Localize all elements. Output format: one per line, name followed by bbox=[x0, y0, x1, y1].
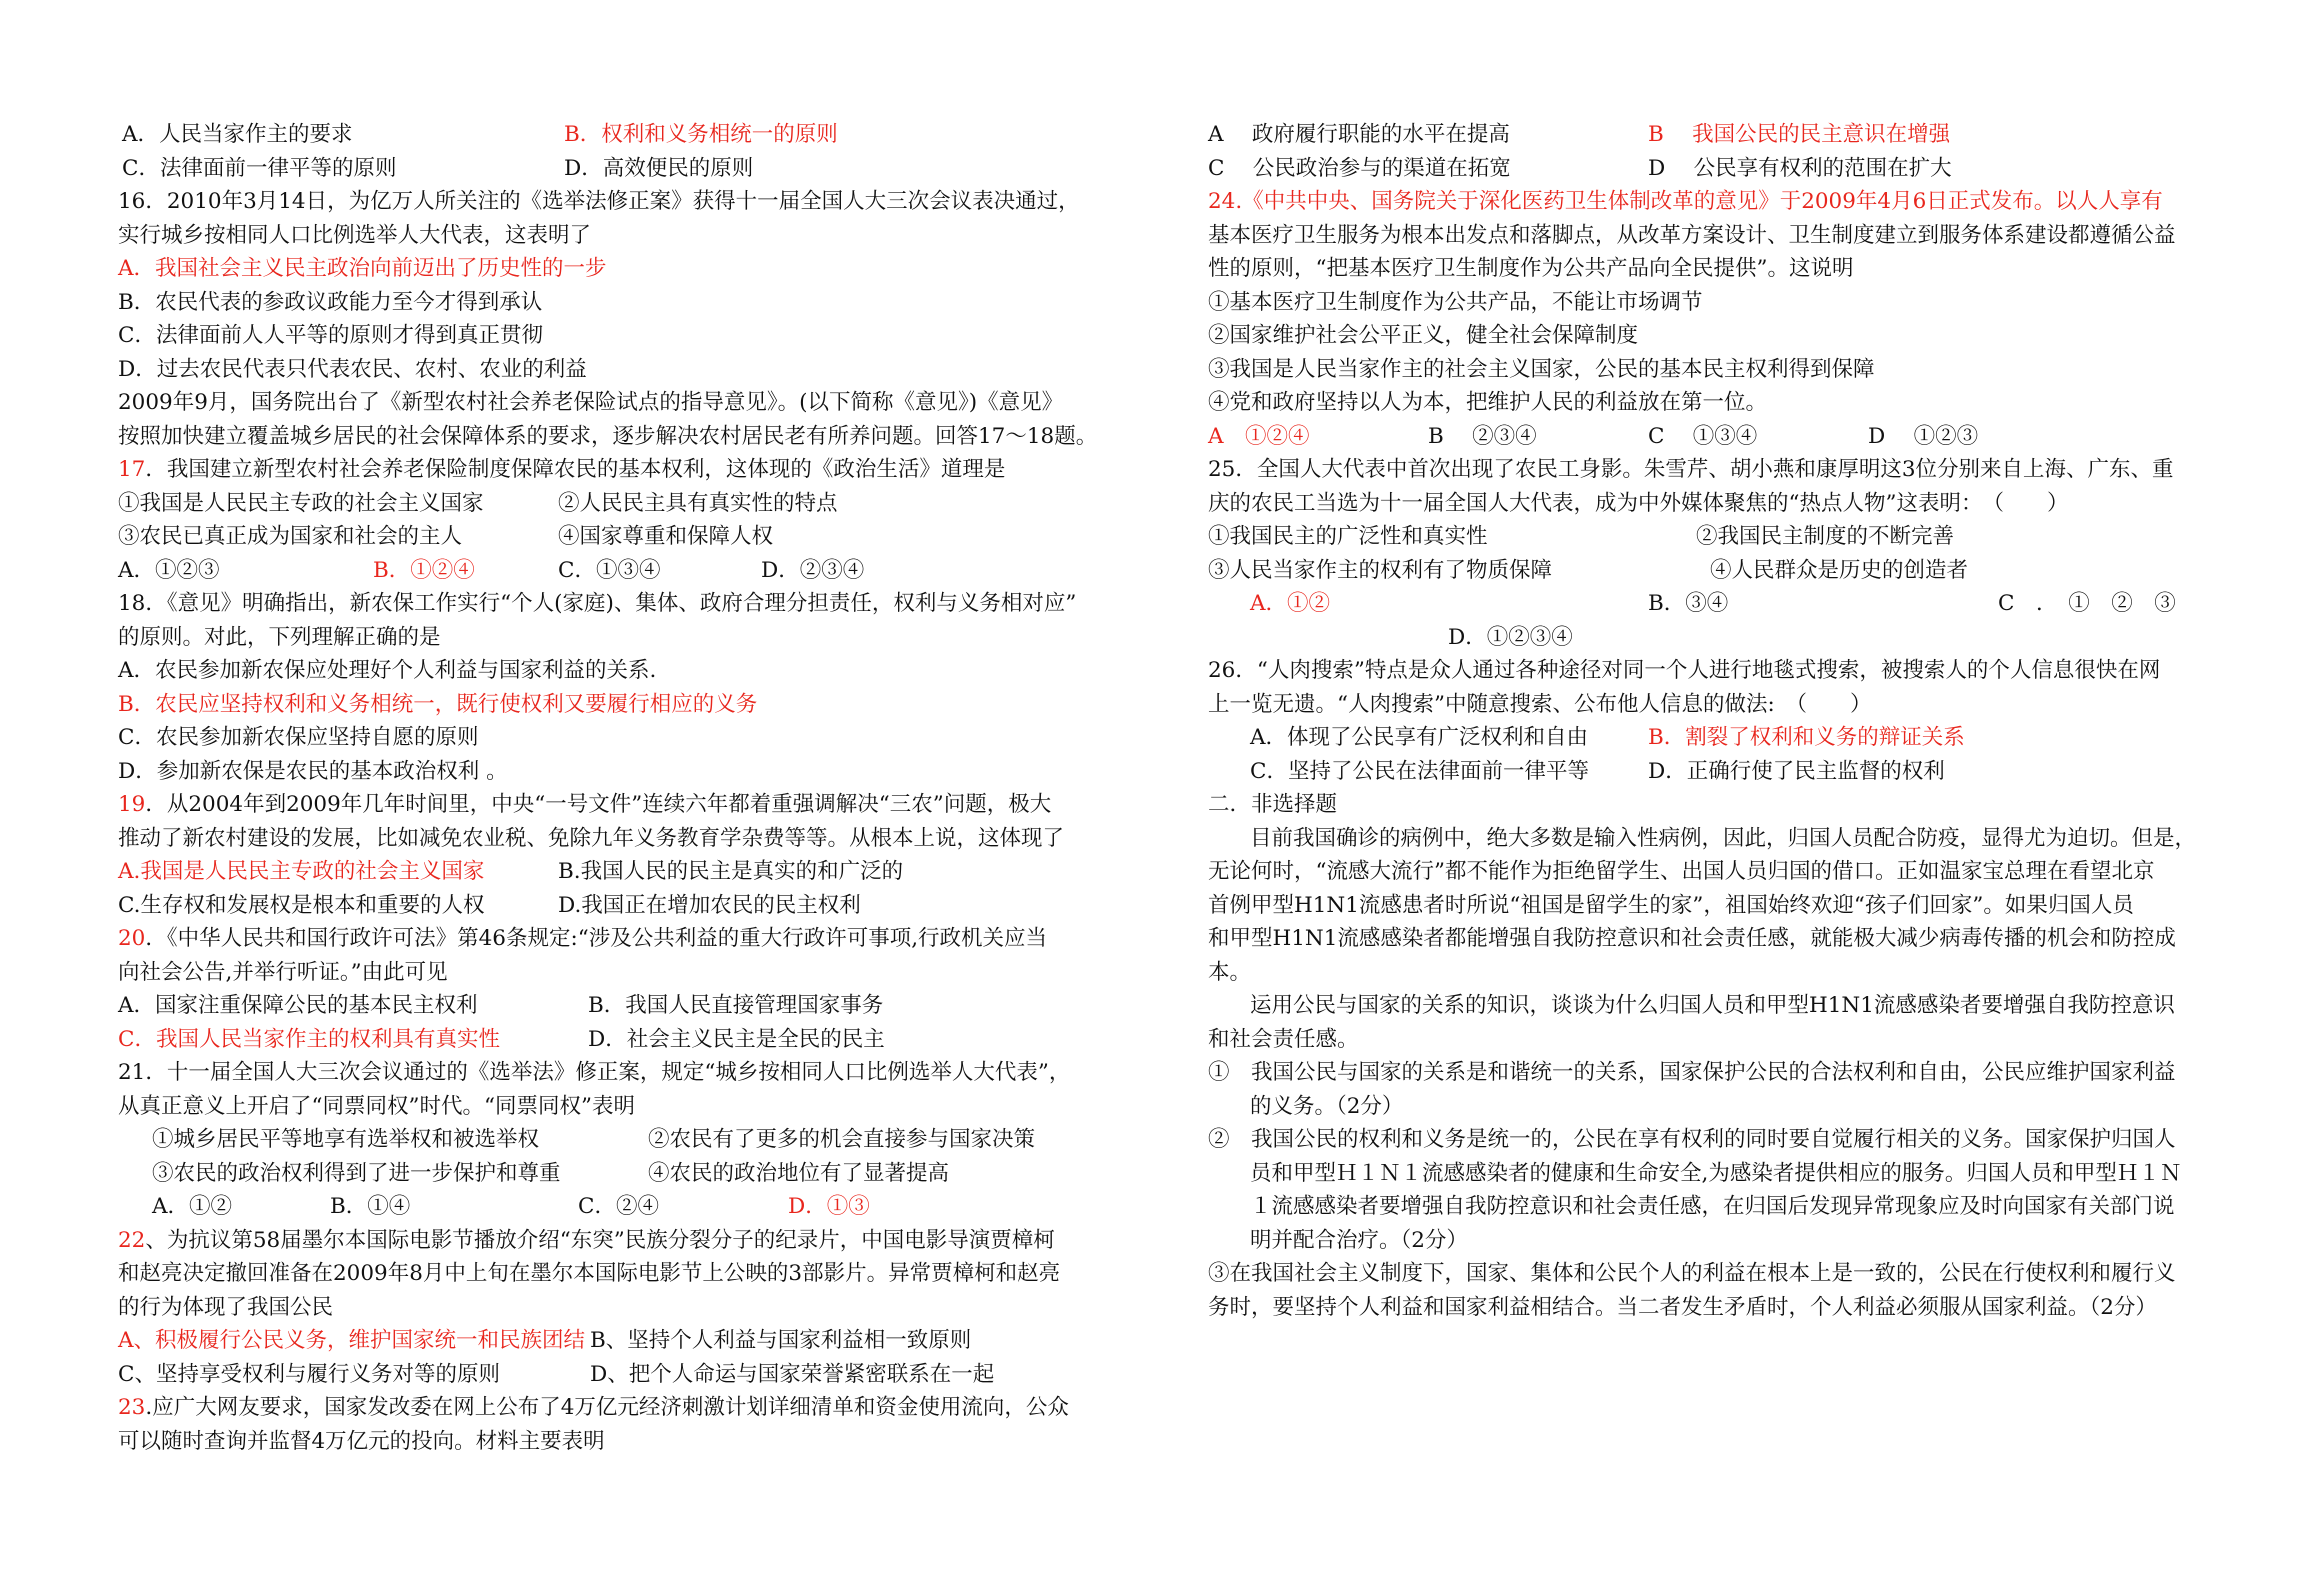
section2-title: 二．非选择题 bbox=[1208, 792, 1338, 817]
q17-option-a: A．①②③ bbox=[118, 557, 220, 583]
q15-option-c: C．法律面前一律平等的原则 bbox=[122, 155, 397, 181]
q21-item-2: ②农民有了更多的机会直接参与国家决策 bbox=[648, 1127, 1036, 1152]
q17-item-2: ②人民民主具有真实性的特点 bbox=[558, 490, 838, 516]
q24-option-c: C ①③④ bbox=[1648, 423, 1758, 449]
q19-number: 19 bbox=[118, 792, 146, 817]
answer2-line4: 明并配合治疗。（2分） bbox=[1250, 1227, 1468, 1253]
q17-stem bbox=[118, 453, 1118, 487]
q16-option-a-answer: A．我国社会主义民主政治向前迈出了历史性的一步 bbox=[118, 256, 607, 281]
q17-option-b-answer: B．①②④ bbox=[373, 557, 475, 583]
q17-item-3: ③农民已真正成为国家和社会的主人 bbox=[118, 524, 463, 549]
section2-material-line1: 目前我国确诊的病例中，绝大多数是输入性病例，因此，归国人员配合防疫，显得尤为迫切。但是， bbox=[1250, 825, 2197, 851]
q17-item-1: ①我国是人民民主专政的社会主义国家 bbox=[118, 490, 484, 516]
q21-stem-line1: 21．十一届全国人大三次会议通过的《选举法》修正案，规定“城乡按相同人口比例选举人大代表”， bbox=[118, 1060, 1071, 1085]
answer1-line1: ① 我国公民与国家的关系是和谐统一的关系，国家保护公民的合法权利和自由，公民应维护国家利益 bbox=[1208, 1060, 2176, 1085]
q26-stem-line1: 26．“人肉搜索”特点是众人通过各种途径对同一个人进行地毯式搜索，被搜索人的个人信息很快在网 bbox=[1208, 658, 2161, 683]
q19-option-d: D.我国正在增加农民的民主权利 bbox=[558, 892, 861, 918]
q19-stem-text: ．从2004年到2009年几年时间里，中央“一号文件”连续六年都着重强调解决“三农”问题，极大 bbox=[145, 792, 1052, 817]
q21-item-1: ①城乡居民平等地享有选举权和被选举权 bbox=[152, 1127, 540, 1152]
q15-options-row2 bbox=[118, 152, 1118, 186]
q18-option-a: A．农民参加新农保应处理好个人利益与国家利益的关系. bbox=[118, 658, 657, 683]
q22-option-a-answer: A、积极履行公民义务，维护国家统一和民族团结 bbox=[118, 1328, 586, 1353]
q20-option-d: D．社会主义民主是全民的民主 bbox=[588, 1026, 885, 1052]
answer2-line3: １流感感染者要增强自我防控意识和社会责任感，在归国后发现异常现象应及时向国家有关部门说 bbox=[1250, 1194, 2175, 1219]
q25-stem-line2: 庆的农民工当选为十一届全国人大代表，成为中外媒体聚焦的“热点人物”这表明： （ ） bbox=[1208, 490, 2069, 516]
q16-option-c: C．法律面前人人平等的原则才得到真正贯彻 bbox=[118, 323, 543, 348]
q25-option-c: C ． ① ② ③ bbox=[1998, 591, 2176, 616]
section2-question-line2: 和社会责任感。 bbox=[1208, 1026, 1359, 1052]
section2-material-line2: 无论何时，“流感大流行”都不能作为拒绝留学生、出国人员归国的借口。正如温家宝总理在看望北京 bbox=[1208, 859, 2155, 884]
q25-item-3: ③人民当家作主的权利有了物质保障 bbox=[1208, 557, 1553, 583]
q26-option-b-answer: B．割裂了权利和义务的辩证关系 bbox=[1648, 725, 1965, 750]
q23-stem-text: .应广大网友要求，国家发改委在网上公布了4万亿元经济刺激计划详细清单和资金使用流向，公众 bbox=[145, 1395, 1069, 1420]
q24-option-b: B ②③④ bbox=[1428, 423, 1537, 449]
q22-stem-text: 、为抗议第58届墨尔本国际电影节播放介绍“东突”民族分裂分子的纪录片，中国电影导演贾樟柯 bbox=[145, 1227, 1055, 1253]
q23-stem-line1 bbox=[118, 1391, 1118, 1425]
q23-stem-line2: 可以随时查询并监督4万亿元的投向。材料主要表明 bbox=[118, 1428, 605, 1454]
q16-option-b: B．农民代表的参政议政能力至今才得到承认 bbox=[118, 289, 543, 315]
q24-option-d: D ①②③ bbox=[1868, 423, 1979, 449]
q24-item-4: ④党和政府坚持以人为本，把维护人民的利益放在第一位。 bbox=[1208, 390, 1768, 415]
q19-stem-line1 bbox=[118, 788, 1118, 822]
q21-item-4: ④农民的政治地位有了显著提高 bbox=[648, 1160, 950, 1186]
q16-stem-line1: 16．2010年3月14日，为亿万人所关注的《选举法修正案》获得十一届全国人大三次会议表决通过， bbox=[118, 189, 1080, 214]
q17-option-d: D．②③④ bbox=[761, 557, 865, 583]
q18-option-c: C．农民参加新农保应坚持自愿的原则 bbox=[118, 725, 479, 750]
q23-option-d: D 公民享有权利的范围在扩大 bbox=[1648, 155, 1952, 181]
q19-option-c: C.生存权和发展权是根本和重要的人权 bbox=[118, 892, 485, 918]
q24-stem-text: 24.《中共中央、国务院关于深化医药卫生体制改革的意见》于2009年4月6日正式发布。以人人享有 bbox=[1208, 189, 2163, 214]
q20-number: 20 bbox=[118, 926, 146, 951]
q21-option-d-answer: D．①③ bbox=[788, 1194, 870, 1219]
left-column bbox=[118, 118, 1118, 1458]
q18-option-d: D．参加新农保是农民的基本政治权利 。 bbox=[118, 758, 508, 784]
q23-option-c: C 公民政治参与的渠道在拓宽 bbox=[1208, 155, 1511, 181]
q22-number: 22 bbox=[118, 1227, 146, 1253]
q23-number: 23 bbox=[118, 1395, 146, 1420]
answer3-line2: 务时，要坚持个人利益和国家利益相结合。当二者发生矛盾时，个人利益必须服从国家利益。（2分） bbox=[1208, 1294, 2157, 1320]
q25-option-d: D．①②③④ bbox=[1448, 624, 1573, 650]
q20-option-a: A．国家注重保障公民的基本民主权利 bbox=[118, 993, 478, 1018]
q20-stem-line2: 向社会公告,并举行听证。”由此可见 bbox=[118, 959, 448, 985]
q26-option-d: D．正确行使了民主监督的权利 bbox=[1648, 758, 1945, 784]
q21-option-a: A．①② bbox=[152, 1194, 233, 1219]
q19-stem-line2: 推动了新农村建设的发展，比如减免农业税、免除九年义务教育学杂费等等。从根本上说，这体现了 bbox=[118, 825, 1065, 851]
q24-stem-line1 bbox=[1208, 185, 2163, 219]
q26-stem-line2: 上一览无遗。“人肉搜索”中随意搜索、公布他人信息的做法: （ ） bbox=[1208, 691, 1872, 717]
material-line2: 按照加快建立覆盖城乡居民的社会保障体系的要求，逐步解决农村居民老有所养问题。回答17～18题。 bbox=[118, 423, 1098, 449]
q15-option-a: A．人民当家作主的要求 bbox=[122, 122, 353, 147]
q15-option-b-answer: B．权利和义务相统一的原则 bbox=[564, 122, 838, 147]
q23-option-b-answer: B 我国公民的民主意识在增强 bbox=[1648, 122, 1951, 147]
q25-item-4: ④人民群众是历史的创造者 bbox=[1710, 557, 1969, 583]
q19-option-b: B.我国人民的民主是真实的和广泛的 bbox=[558, 859, 904, 884]
section2-material-line5: 本。 bbox=[1208, 959, 1252, 985]
q17-stem-text: ．我国建立新型农村社会养老保险制度保障农民的基本权利，这体现的《政治生活》道理是 bbox=[145, 457, 1006, 482]
q18-stem-line1: 18．《意见》明确指出，新农保工作实行“个人(家庭)、集体、政府合理分担责任，权利与义务相对应” bbox=[118, 591, 1077, 616]
q25-option-a-answer: A．①② bbox=[1250, 591, 1331, 616]
section2-material-line4: 和甲型H1N1流感感染者都能增强自我防控意识和社会责任感，就能极大减少病毒传播的机会和防控成 bbox=[1208, 926, 2176, 951]
q23-option-a: A 政府履行职能的水平在提高 bbox=[1208, 122, 1510, 147]
q16-stem-line2: 实行城乡按相同人口比例选举人大代表，这表明了 bbox=[118, 222, 592, 248]
q25-item-2: ②我国民主制度的不断完善 bbox=[1696, 524, 1955, 549]
q17-option-c: C．①③④ bbox=[558, 557, 661, 583]
section2-question-line1: 运用公民与国家的关系的知识，谈谈为什么归国人员和甲型H1N1流感感染者要增强自我防控意识 bbox=[1250, 993, 2175, 1018]
q24-item-3: ③我国是人民当家作主的社会主义国家，公民的基本民主权利得到保障 bbox=[1208, 356, 1875, 382]
q24-option-a-answer: A ①②④ bbox=[1208, 423, 1310, 449]
q17-number: 17 bbox=[118, 457, 146, 482]
q24-stem-line3: 性的原则，“把基本医疗卫生制度作为公共产品向全民提供”。这说明 bbox=[1208, 256, 1854, 281]
q26-option-a: A．体现了公民享有广泛权利和自由 bbox=[1250, 725, 1589, 750]
answer3-line1: ③在我国社会主义制度下，国家、集体和公民个人的利益在根本上是一致的，公民在行使权利和履行义 bbox=[1208, 1261, 2176, 1286]
q15-option-d: D．高效便民的原则 bbox=[564, 155, 754, 181]
answer2-line2: 员和甲型Ｈ１Ｎ１流感感染者的健康和生命安全,为感染者提供相应的服务。归国人员和甲型Ｈ１Ｎ bbox=[1250, 1160, 2182, 1186]
q18-option-b-answer: B．农民应坚持权利和义务相统一，既行使权利又要履行相应的义务 bbox=[118, 691, 758, 717]
q18-stem-line2: 的原则。对此，下列理解正确的是 bbox=[118, 624, 441, 650]
material-line1: 2009年9月，国务院出台了《新型农村社会养老保险试点的指导意见》。(以下简称《意见》)《意见》 bbox=[118, 390, 1064, 415]
q20-option-b: B．我国人民直接管理国家事务 bbox=[588, 993, 884, 1018]
q22-option-c: C、坚持享受权利与履行义务对等的原则 bbox=[118, 1361, 500, 1387]
q22-option-b: B、坚持个人利益与国家利益相一致原则 bbox=[590, 1328, 972, 1353]
q24-item-1: ①基本医疗卫生制度作为公共产品，不能让市场调节 bbox=[1208, 289, 1703, 315]
right-column bbox=[1208, 118, 2198, 1324]
q25-stem-line1: 25．全国人大代表中首次出现了农民工身影。朱雪芹、胡小燕和康厚明这3位分别来自上海、广东、重 bbox=[1208, 457, 2174, 482]
q24-stem-line2: 基本医疗卫生服务为根本出发点和落脚点，从改革方案设计、卫生制度建立到服务体系建设都遵循公益 bbox=[1208, 222, 2176, 248]
q22-stem-line2: 和赵亮决定撤回准备在2009年8月中上旬在墨尔本国际电影节上公映的3部影片。异常贾樟柯和赵亮 bbox=[118, 1261, 1061, 1286]
q26-option-c: C．坚持了公民在法律面前一律平等 bbox=[1250, 758, 1589, 784]
q22-stem-line3: 的行为体现了我国公民 bbox=[118, 1294, 334, 1320]
q20-option-c-answer: C．我国人民当家作主的权利具有真实性 bbox=[118, 1026, 500, 1052]
q24-item-2: ②国家维护社会公平正义，健全社会保障制度 bbox=[1208, 323, 1639, 348]
q22-option-d: D、把个人命运与国家荣誉紧密联系在一起 bbox=[590, 1361, 995, 1387]
q20-stem-line1 bbox=[118, 922, 1118, 956]
q15-options-row1 bbox=[118, 118, 1118, 152]
q20-stem-text: ．《中华人民共和国行政许可法》第46条规定:“涉及公共利益的重大行政许可事项,行政机关应当 bbox=[145, 926, 1048, 951]
q21-stem-line2: 从真正意义上开启了“同票同权”时代。“同票同权”表明 bbox=[118, 1093, 635, 1119]
q25-option-b: B．③④ bbox=[1648, 591, 1729, 616]
q21-option-c: C．②④ bbox=[578, 1194, 659, 1219]
section2-material-line3: 首例甲型H1N1流感患者时所说“祖国是留学生的家”，祖国始终欢迎“孩子们回家”。如果归国人员 bbox=[1208, 892, 2134, 918]
q19-option-a-answer: A.我国是人民民主专政的社会主义国家 bbox=[118, 859, 485, 884]
answer2-line1: ② 我国公民的权利和义务是统一的，公民在享有权利的同时要自觉履行相关的义务。国家保护归国人 bbox=[1208, 1127, 2176, 1152]
q25-item-1: ①我国民主的广泛性和真实性 bbox=[1208, 524, 1488, 549]
q22-stem-line1 bbox=[118, 1224, 1118, 1258]
q21-option-b: B．①④ bbox=[330, 1194, 411, 1219]
answer1-line2: 的义务。（2分） bbox=[1250, 1093, 1404, 1119]
q21-item-3: ③农民的政治权利得到了进一步保护和尊重 bbox=[152, 1160, 561, 1186]
q16-option-d: D．过去农民代表只代表农民、农村、农业的利益 bbox=[118, 356, 587, 382]
q17-item-4: ④国家尊重和保障人权 bbox=[558, 524, 774, 549]
